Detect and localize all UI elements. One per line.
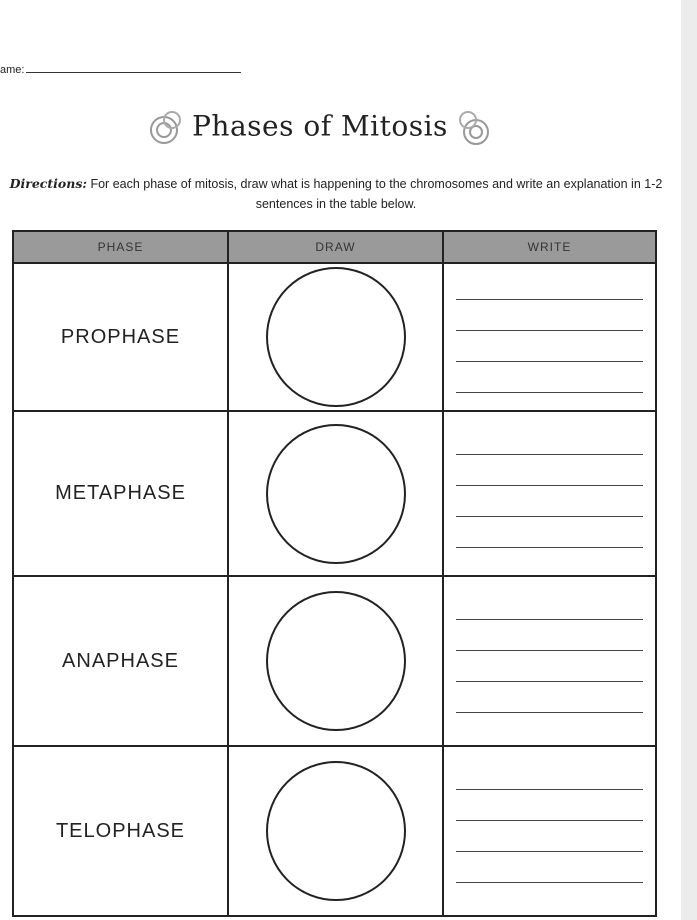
write-cell[interactable] bbox=[443, 263, 656, 411]
table-row bbox=[13, 411, 656, 576]
phase-label: PROPHASE bbox=[13, 263, 228, 411]
draw-cell[interactable] bbox=[228, 263, 443, 411]
draw-circle[interactable] bbox=[266, 591, 406, 731]
draw-cell[interactable] bbox=[228, 411, 443, 576]
draw-cell[interactable] bbox=[228, 746, 443, 916]
directions-text: For each phase of mitosis, draw what is happening to the chromosomes and write an explanation in 1-2 sentences in the table below. bbox=[87, 177, 663, 211]
page-edge bbox=[681, 0, 697, 920]
draw-cell[interactable] bbox=[228, 576, 443, 746]
table-row bbox=[13, 746, 656, 916]
header-phase: PHASE bbox=[13, 231, 228, 263]
name-field[interactable] bbox=[0, 62, 241, 76]
phase-label: METAPHASE bbox=[13, 411, 228, 576]
draw-circle[interactable] bbox=[266, 267, 406, 407]
title-text: Phases of Mitosis bbox=[192, 109, 448, 143]
write-cell[interactable] bbox=[443, 411, 656, 576]
header-draw: DRAW bbox=[228, 231, 443, 263]
table-header bbox=[13, 231, 656, 263]
table-row bbox=[13, 576, 656, 746]
swirl-icon bbox=[454, 108, 494, 148]
write-cell[interactable] bbox=[443, 746, 656, 916]
draw-circle[interactable] bbox=[266, 424, 406, 564]
draw-circle[interactable] bbox=[266, 761, 406, 901]
page-title bbox=[0, 108, 640, 148]
mitosis-table bbox=[12, 230, 657, 917]
name-label: ame: bbox=[0, 64, 25, 76]
directions-label: Directions: bbox=[9, 176, 87, 191]
swirl-icon bbox=[146, 108, 186, 148]
phase-label: TELOPHASE bbox=[13, 746, 228, 916]
header-write: WRITE bbox=[443, 231, 656, 263]
phase-label: ANAPHASE bbox=[13, 576, 228, 746]
name-line[interactable] bbox=[26, 62, 241, 73]
directions bbox=[0, 174, 672, 214]
table-row bbox=[13, 263, 656, 411]
write-cell[interactable] bbox=[443, 576, 656, 746]
